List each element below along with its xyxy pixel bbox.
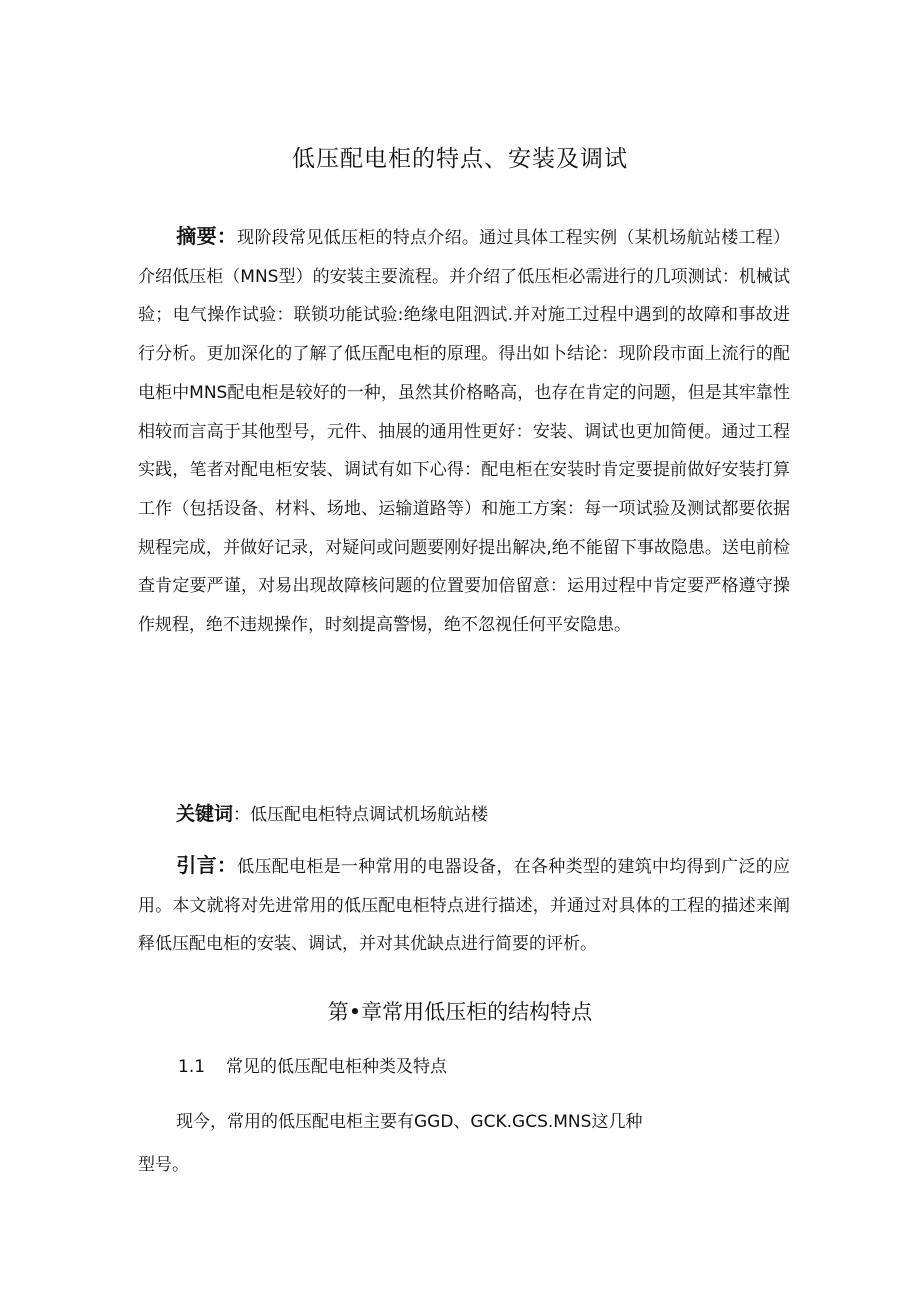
abstract-paragraph — [138, 217, 790, 645]
intro-label: 引言： — [176, 853, 238, 877]
chapter-title: 第•章常用低压柜的结构特点 — [327, 1000, 593, 1024]
intro-text: 低压配电柜是一种常用的电器设备，在各种类型的建筑中均得到广泛的应用。本文就将对先进常用的低压配电柜特点进行描述，并通过对具体的工程的描述来阐释低压配电柜的安装、调试，并对其优缺点进行简要的评析。 — [138, 857, 791, 955]
keywords-text: 低压配电柜特点调试机场航站楼 — [250, 805, 489, 825]
abstract-text: 现阶段常见低压柜的特点介绍。通过具体工程实例（某机场航站楼工程）介绍低压柜（MNS型）的安装主要流程。并介绍了低压柜必需进行的几项测试：机械试验；电气操作试验：联锁功能试验:绝缘电阻泗试.并对施工过程中遇到的故障和事故进行分析。更加深化的了解了低压配电柜的原理。得出如卜结论：现阶段市面上流行的配电柜中MNS配电柜是较好的一种，虽然其价格略高，也存在肯定的问题，但是其牢靠性相较而言高于其他型号，元件、抽展的通用性更好：安装、调试也更加简便。通过工程实践，笔者对配电柜安装、调试有如下心得：配电柜在安装时肯定要提前做好安装打算工作（包括设备、材料、场地、运输道路等）和施工方案：每一项试验及测试都要依据规程完成，并做好记录，对疑问或问题要刚好提出解决,绝不能留下事故隐患。送电前检查肯定要严谨，对易出现故障核问题的位置要加倍留意：运用过程中肯定要严格遵守操作规程，绝不违规操作，时刻提高警惕，绝不忽视任何平安隐患。 — [138, 228, 791, 636]
body-paragraph — [138, 1101, 758, 1187]
abstract-label: 摘要： — [176, 224, 238, 248]
section-number: 1.1 — [178, 1057, 206, 1077]
intro-paragraph — [138, 846, 790, 964]
keywords-separator: ： — [233, 805, 251, 825]
keywords-paragraph — [138, 795, 790, 835]
section-heading — [178, 1052, 447, 1082]
document-title: 低压配电柜的特点、安装及调试 — [292, 146, 628, 172]
keywords-label: 关键词 — [176, 803, 234, 825]
body-line-2: 型号。 — [138, 1155, 189, 1175]
section-title: 常见的低压配电柜种类及特点 — [226, 1057, 447, 1077]
body-line-1: 现今，常用的低压配电柜主要有GGD、GCK.GCS.MNS这几种 — [176, 1112, 643, 1132]
